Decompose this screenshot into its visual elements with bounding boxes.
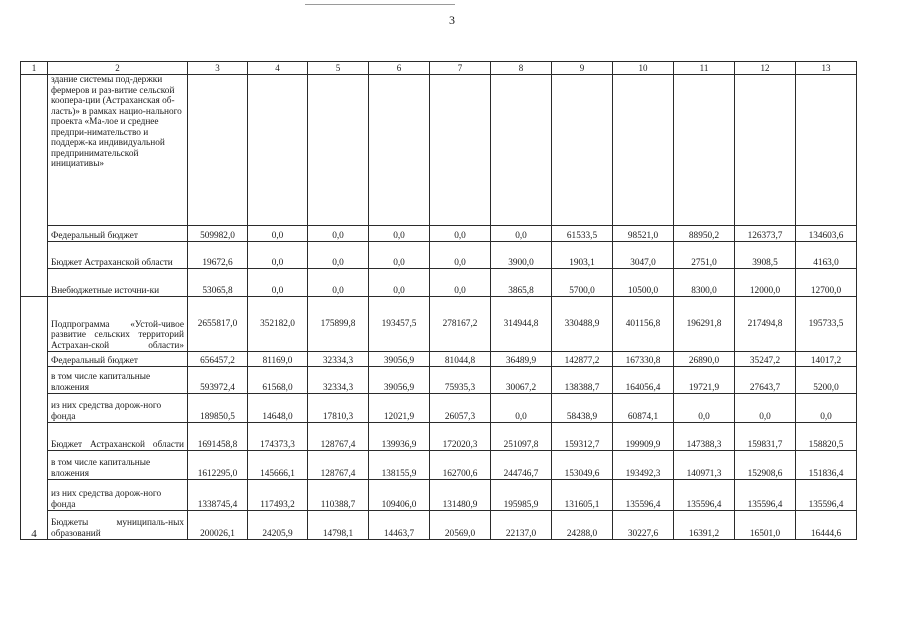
row-label: из них средства дорож-ного фонда [48,394,188,423]
table-row [21,75,857,226]
table-row [21,297,857,352]
value-cell: 0,0 [308,269,369,297]
value-cell: 20569,0 [430,511,491,540]
value-cell [188,75,248,226]
value-cell: 3047,0 [613,242,674,269]
value-cell: 131605,1 [552,480,613,511]
row-number-cell: 4 [21,297,48,540]
value-cell: 60874,1 [613,394,674,423]
row-label: Подпрограмма «Устой-чивое развитие сельских территорий Астрахан-ской области» [48,297,188,352]
value-cell: 135596,4 [674,480,735,511]
value-cell: 5700,0 [552,269,613,297]
top-rule [305,4,455,5]
value-cell: 3900,0 [491,242,552,269]
value-cell: 172020,3 [430,423,491,451]
value-cell: 8300,0 [674,269,735,297]
header-cell: 8 [491,62,552,75]
table-row [21,511,857,540]
value-cell: 401156,8 [613,297,674,352]
value-cell: 278167,2 [430,297,491,352]
row-label: здание системы под-держки фермеров и раз-витие сельской коопера-ции (Астраханская об-ласть)» в рамках нацио-нального проекта «Ма-лое и среднее предпри-нимательство и поддерж-ка индивидуальной предпринимательской инициативы» [48,75,188,226]
value-cell: 0,0 [308,226,369,242]
value-cell: 0,0 [430,269,491,297]
value-cell: 24205,9 [248,511,308,540]
row-number-cell [21,75,48,297]
value-cell: 131480,9 [430,480,491,511]
value-cell: 32334,3 [308,367,369,394]
row-label: Внебюджетные источни-ки [48,269,188,297]
table-row [21,269,857,297]
value-cell: 152908,6 [735,451,796,480]
value-cell: 32334,3 [308,352,369,367]
header-cell: 1 [21,62,48,75]
value-cell: 1338745,4 [188,480,248,511]
value-cell: 3865,8 [491,269,552,297]
value-cell: 35247,2 [735,352,796,367]
value-cell: 189850,5 [188,394,248,423]
value-cell: 19672,6 [188,242,248,269]
value-cell [430,75,491,226]
header-cell: 5 [308,62,369,75]
value-cell: 16501,0 [735,511,796,540]
value-cell: 135596,4 [613,480,674,511]
value-cell: 128767,4 [308,451,369,480]
value-cell: 30067,2 [491,367,552,394]
header-cell: 13 [796,62,857,75]
value-cell: 195733,5 [796,297,857,352]
header-cell: 2 [48,62,188,75]
value-cell: 61533,5 [552,226,613,242]
value-cell: 0,0 [491,394,552,423]
value-cell: 142877,2 [552,352,613,367]
row-label: Бюджет Астраханской области [48,242,188,269]
header-cell: 11 [674,62,735,75]
value-cell: 174373,3 [248,423,308,451]
value-cell [308,75,369,226]
value-cell: 14648,0 [248,394,308,423]
value-cell: 0,0 [430,242,491,269]
value-cell: 53065,8 [188,269,248,297]
value-cell: 12700,0 [796,269,857,297]
value-cell: 509982,0 [188,226,248,242]
row-label: в том числе капитальные вложения [48,367,188,394]
value-cell: 39056,9 [369,352,430,367]
value-cell: 193457,5 [369,297,430,352]
value-cell: 26057,3 [430,394,491,423]
table-row [21,451,857,480]
value-cell: 117493,2 [248,480,308,511]
value-cell: 217494,8 [735,297,796,352]
value-cell: 0,0 [369,242,430,269]
value-cell: 81044,8 [430,352,491,367]
value-cell: 0,0 [735,394,796,423]
value-cell: 162700,6 [430,451,491,480]
value-cell: 0,0 [674,394,735,423]
value-cell: 4163,0 [796,242,857,269]
value-cell: 128767,4 [308,423,369,451]
value-cell: 10500,0 [613,269,674,297]
value-cell: 36489,9 [491,352,552,367]
value-cell: 167330,8 [613,352,674,367]
header-cell: 10 [613,62,674,75]
value-cell: 175899,8 [308,297,369,352]
value-cell: 24288,0 [552,511,613,540]
value-cell: 147388,3 [674,423,735,451]
value-cell: 98521,0 [613,226,674,242]
value-cell: 193492,3 [613,451,674,480]
value-cell: 164056,4 [613,367,674,394]
row-label: Бюджеты муниципаль-ных образований [48,511,188,540]
value-cell: 139936,9 [369,423,430,451]
value-cell: 0,0 [369,269,430,297]
header-cell: 7 [430,62,491,75]
value-cell: 17810,3 [308,394,369,423]
value-cell: 138155,9 [369,451,430,480]
value-cell: 138388,7 [552,367,613,394]
table-row [21,242,857,269]
value-cell: 12021,9 [369,394,430,423]
value-cell: 19721,9 [674,367,735,394]
value-cell: 330488,9 [552,297,613,352]
value-cell: 140971,3 [674,451,735,480]
value-cell: 0,0 [369,226,430,242]
header-row [21,62,857,75]
value-cell: 1612295,0 [188,451,248,480]
header-cell: 12 [735,62,796,75]
table-row [21,352,857,367]
header-cell: 6 [369,62,430,75]
value-cell [491,75,552,226]
page-number: 3 [449,13,455,27]
value-cell: 0,0 [430,226,491,242]
table-row [21,226,857,242]
value-cell: 199909,9 [613,423,674,451]
value-cell: 244746,7 [491,451,552,480]
value-cell: 158820,5 [796,423,857,451]
value-cell: 0,0 [248,269,308,297]
value-cell: 656457,2 [188,352,248,367]
value-cell: 14017,2 [796,352,857,367]
row-label: Бюджет Астраханской области [48,423,188,451]
value-cell: 14463,7 [369,511,430,540]
value-cell: 81169,0 [248,352,308,367]
value-cell: 109406,0 [369,480,430,511]
value-cell: 0,0 [796,394,857,423]
table-row [21,423,857,451]
value-cell: 26890,0 [674,352,735,367]
value-cell: 159312,7 [552,423,613,451]
table-row [21,367,857,394]
value-cell [735,75,796,226]
value-cell: 1691458,8 [188,423,248,451]
value-cell [796,75,857,226]
header-cell: 3 [188,62,248,75]
value-cell: 153049,6 [552,451,613,480]
value-cell: 2751,0 [674,242,735,269]
value-cell [369,75,430,226]
value-cell [613,75,674,226]
header-cell: 9 [552,62,613,75]
value-cell: 2655817,0 [188,297,248,352]
value-cell: 196291,8 [674,297,735,352]
value-cell: 39056,9 [369,367,430,394]
row-label: Федеральный бюджет [48,352,188,367]
value-cell: 12000,0 [735,269,796,297]
value-cell: 0,0 [308,242,369,269]
value-cell: 0,0 [491,226,552,242]
table-row [21,394,857,423]
value-cell: 151836,4 [796,451,857,480]
value-cell: 145666,1 [248,451,308,480]
header-cell: 4 [248,62,308,75]
value-cell: 5200,0 [796,367,857,394]
value-cell: 16444,6 [796,511,857,540]
value-cell [248,75,308,226]
value-cell: 159831,7 [735,423,796,451]
value-cell: 27643,7 [735,367,796,394]
value-cell: 200026,1 [188,511,248,540]
value-cell [552,75,613,226]
value-cell: 61568,0 [248,367,308,394]
value-cell: 22137,0 [491,511,552,540]
budget-table [20,61,857,540]
value-cell: 14798,1 [308,511,369,540]
value-cell: 126373,7 [735,226,796,242]
value-cell: 1903,1 [552,242,613,269]
value-cell: 352182,0 [248,297,308,352]
value-cell: 30227,6 [613,511,674,540]
value-cell [674,75,735,226]
value-cell: 0,0 [248,226,308,242]
row-label: из них средства дорож-ного фонда [48,480,188,511]
value-cell: 110388,7 [308,480,369,511]
row-label: в том числе капитальные вложения [48,451,188,480]
row-label: Федеральный бюджет [48,226,188,242]
table-row [21,480,857,511]
value-cell: 593972,4 [188,367,248,394]
value-cell: 195985,9 [491,480,552,511]
value-cell: 0,0 [248,242,308,269]
value-cell: 135596,4 [735,480,796,511]
value-cell: 135596,4 [796,480,857,511]
value-cell: 88950,2 [674,226,735,242]
value-cell: 314944,8 [491,297,552,352]
value-cell: 251097,8 [491,423,552,451]
value-cell: 75935,3 [430,367,491,394]
value-cell: 58438,9 [552,394,613,423]
value-cell: 134603,6 [796,226,857,242]
value-cell: 16391,2 [674,511,735,540]
value-cell: 3908,5 [735,242,796,269]
